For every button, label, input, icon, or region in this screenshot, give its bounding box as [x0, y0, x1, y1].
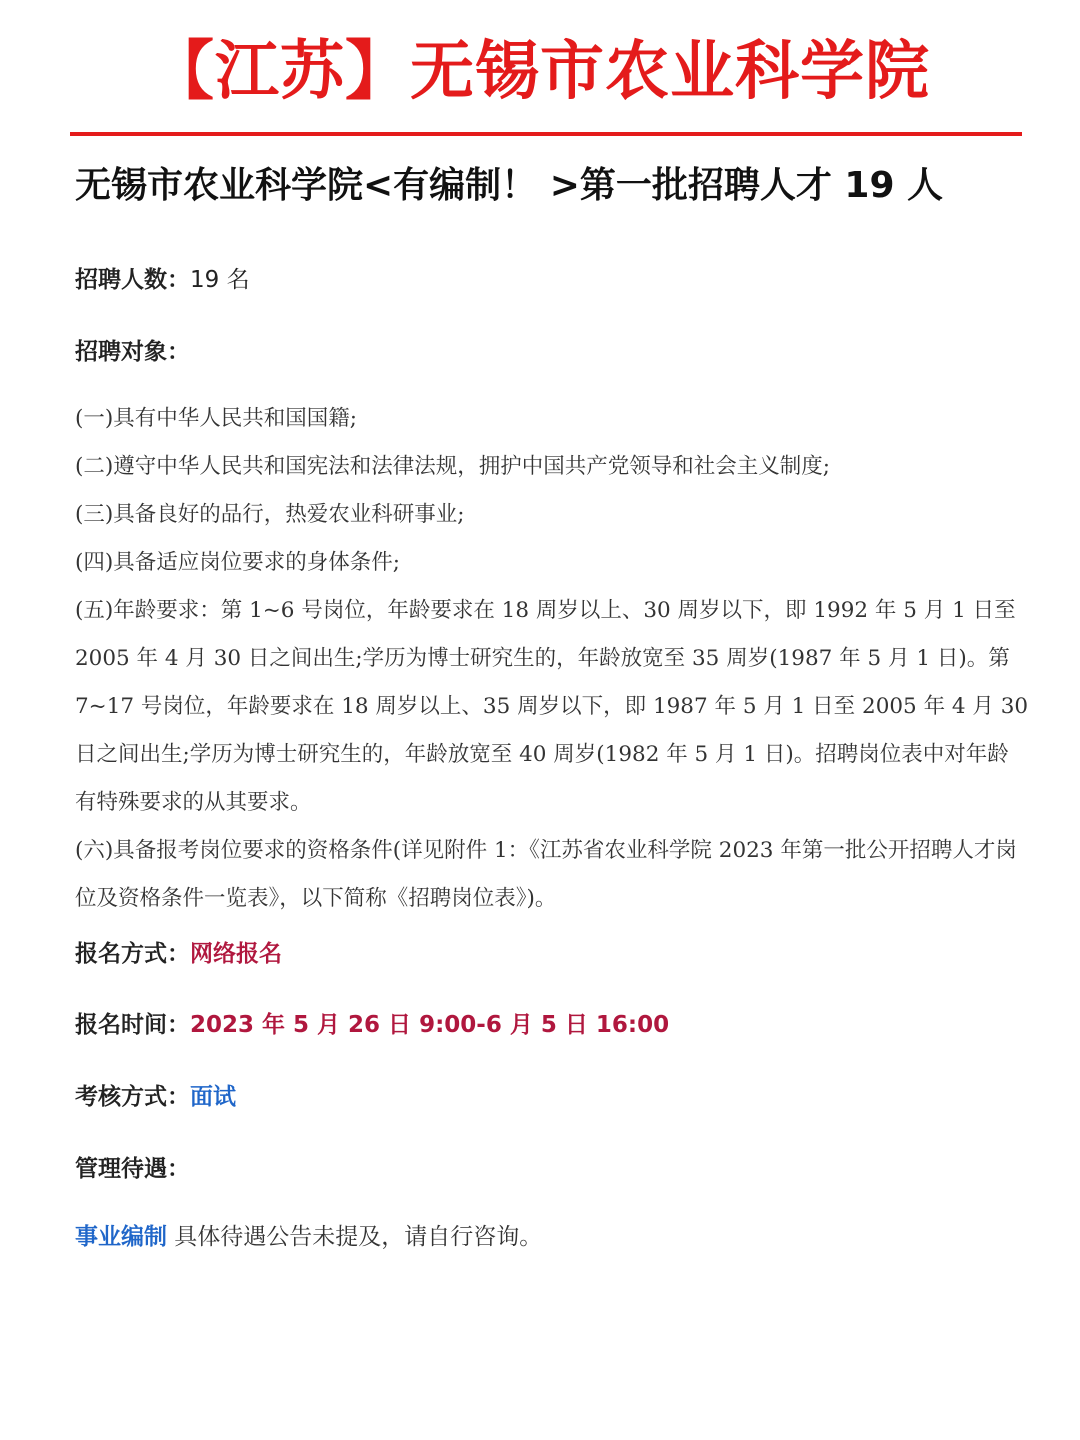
signup-method-label: 报名方式： [75, 941, 190, 967]
requirement-item: (二)遵守中华人民共和国宪法和法律法规，拥护中国共产党领导和社会主义制度; [75, 454, 831, 479]
recruit-count-value: 19 名 [190, 267, 250, 293]
management-row [75, 1152, 190, 1186]
management-text: 具体待遇公告未提及，请自行咨询。 [167, 1224, 543, 1250]
recruit-count-label: 招聘人数： [75, 267, 190, 293]
management-tag: 事业编制 [75, 1224, 167, 1250]
requirements-list [75, 395, 1030, 923]
assessment-row [75, 1080, 236, 1114]
requirement-item: (四)具备适应岗位要求的身体条件; [75, 550, 401, 575]
recruit-target-row [75, 335, 190, 369]
requirement-item: (五)年龄要求：第 1~6 号岗位，年龄要求在 18 周岁以上、30 周岁以下，即 1992 年 5 月 1 日至 2005 年 4 月 30 日之间出生;学历为博士研究生的，年龄放宽至 35 周岁(1987 年 5 月 1 日)。第 7~17 号岗位，年龄要求在 18 周岁以上、35 周岁以下，即 1987 年 5 月 1 日至 2005 年 4 月 30 日之间出生;学历为博士研究生的，年龄放宽至 40 周岁(1982 年 5 月 1 日)。招聘岗位表中对年龄有特殊要求的从其要求。 [75, 598, 1029, 815]
signup-time-value: 2023 年 5 月 26 日 9:00-6 月 5 日 16:00 [190, 1012, 670, 1038]
requirement-item: (三)具备良好的品行，热爱农业科研事业; [75, 502, 465, 527]
requirement-item: (一)具有中华人民共和国国籍; [75, 406, 358, 431]
page-subtitle: 无锡市农业科学院<有编制！ >第一批招聘人才 19 人 [75, 165, 944, 206]
recruit-target-label: 招聘对象： [75, 339, 190, 365]
management-label: 管理待遇： [75, 1156, 190, 1182]
signup-method-value: 网络报名 [190, 941, 282, 967]
requirement-item: (六)具备报考岗位要求的资格条件(详见附件 1：《江苏省农业科学院 2023 年第一批公开招聘人才岗位及资格条件一览表》，以下简称《招聘岗位表》)。 [75, 838, 1017, 911]
signup-time-label: 报名时间： [75, 1012, 190, 1038]
signup-method-row [75, 937, 282, 971]
title-divider [70, 132, 1022, 136]
page-title: 【江苏】无锡市农业科学院 [150, 35, 930, 109]
signup-time-row [75, 1008, 669, 1042]
assessment-label: 考核方式： [75, 1084, 190, 1110]
recruit-count-row [75, 263, 250, 297]
assessment-value: 面试 [190, 1084, 236, 1110]
management-detail [75, 1220, 542, 1254]
